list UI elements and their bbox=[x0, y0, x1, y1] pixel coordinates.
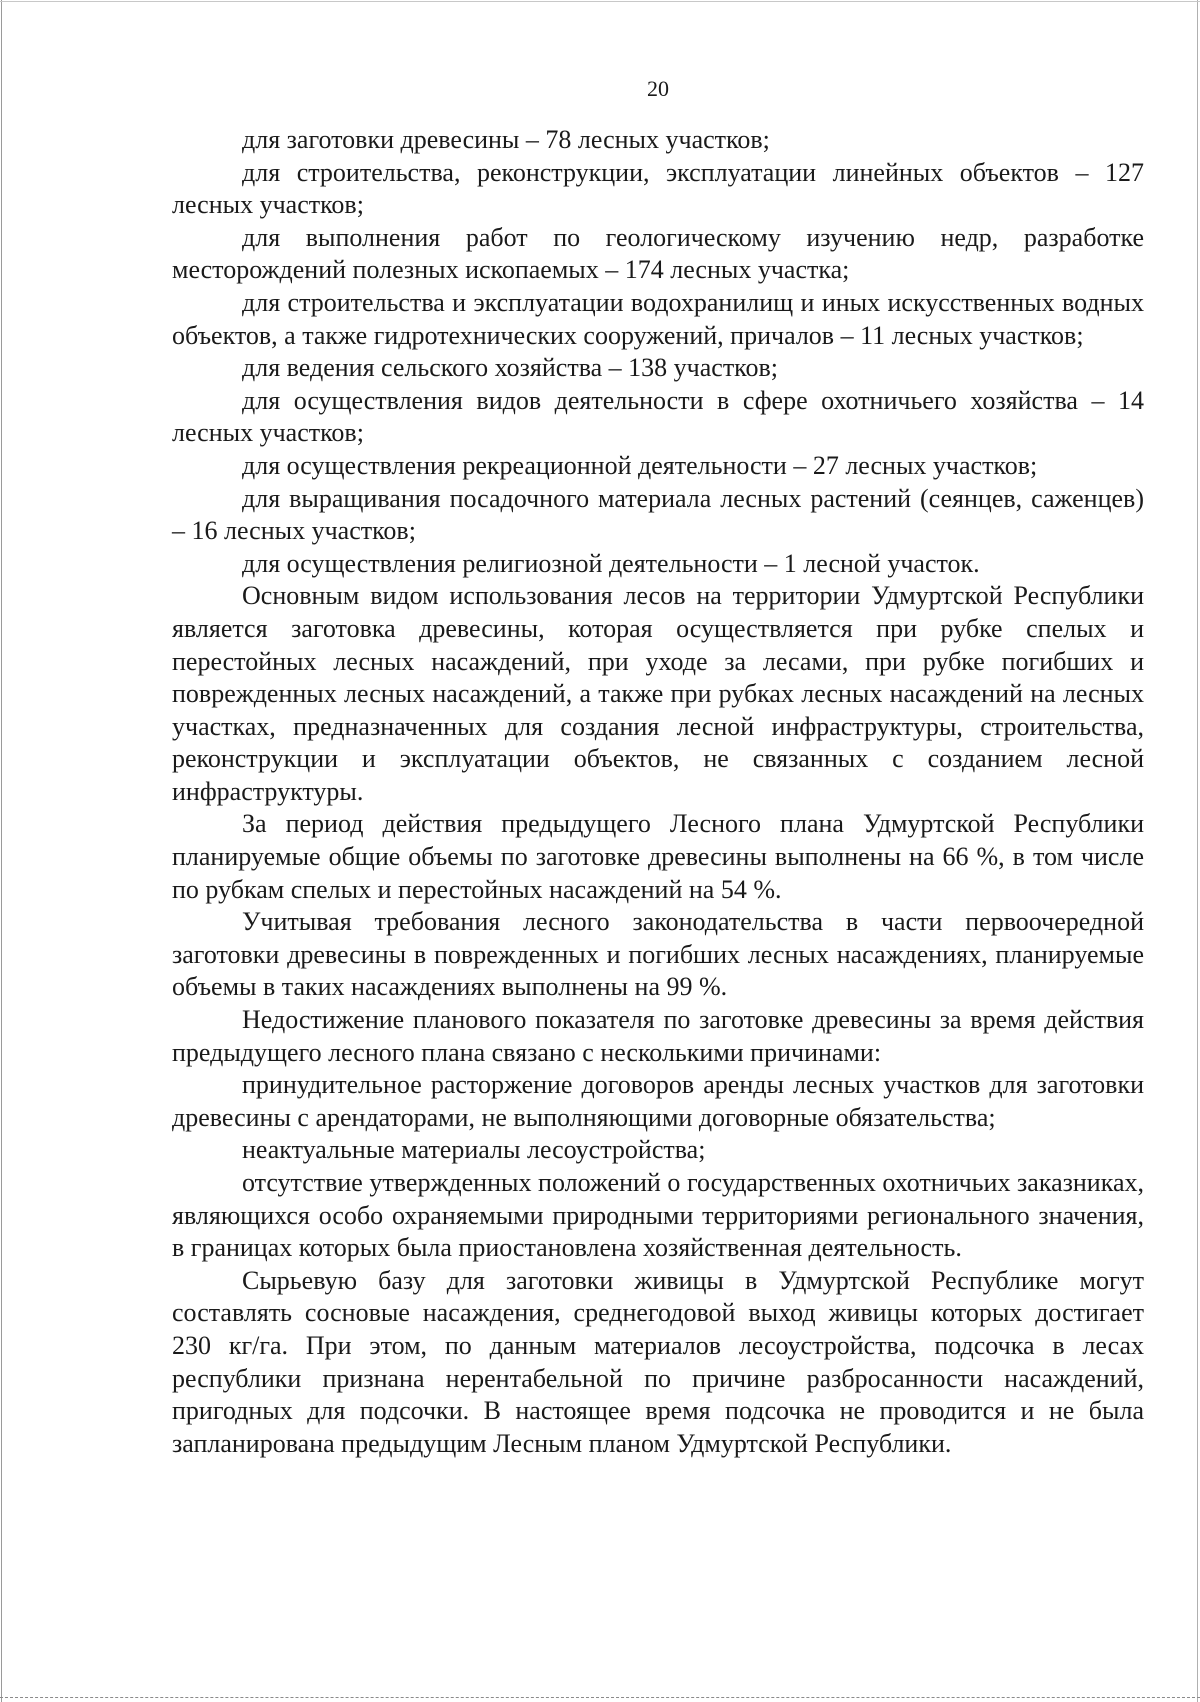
paragraph-seedlings: для выращивания посадочного материала лесных растений (сеянцев, саженцев) – 16 лесных участков; bbox=[172, 483, 1144, 546]
paragraph-plan-period: За период действия предыдущего Лесного плана Удмуртской Республики планируемые общие объемы по заготовке древесины выполнены на 66 %, в том числе по рубкам спелых и перестойных насаждений на 54 %. bbox=[172, 809, 1144, 904]
paragraph-reservoirs: для строительства и эксплуатации водохранилищ и иных искусственных водных объектов, а также гидротехнических сооружений, причалов – 11 лесных участков; bbox=[172, 287, 1144, 350]
paragraph-forest-inventory: неактуальные материалы лесоустройства; bbox=[242, 1135, 706, 1165]
page-number: 20 bbox=[647, 76, 669, 101]
paragraph-legislation: Учитывая требования лесного законодательства в части первоочередной заготовки древесины в поврежденных и погибших лесных насаждениях, планируемые объемы в таких насаждениях выполнены на 99 %. bbox=[172, 907, 1144, 1002]
paragraph-linear-objects: для строительства, реконструкции, эксплуатации линейных объектов – 127 лесных участков; bbox=[172, 157, 1144, 220]
document-body bbox=[172, 124, 1144, 1460]
scan-edge-right bbox=[1197, 0, 1198, 1702]
paragraph-religious: для осуществления религиозной деятельности – 1 лесной участок. bbox=[242, 548, 980, 578]
paragraph-agriculture: для ведения сельского хозяйства – 138 участков; bbox=[242, 353, 778, 383]
paragraph-shortfall: Недостижение планового показателя по заготовке древесины за время действия предыдущего лесного плана связано с несколькими причинами: bbox=[172, 1005, 1144, 1067]
paragraph-main-use: Основным видом использования лесов на территории Удмуртской Республики является заготовка древесины, которая осуществляется при рубке спелых и перестойных лесных насаждений, при уходе за лесами, при рубке погибших и поврежденных лесных насаждений, а также при рубках лесных насаждений на лесных участках, предназначенных для создания лесной инфраструктуры, строительства, реконструкции и эксплуатации объектов, не связанных с созданием лесной инфраструктуры. bbox=[172, 581, 1144, 806]
scan-edge-top bbox=[0, 1, 1200, 2]
scan-edge-bottom bbox=[0, 1697, 1200, 1698]
paragraph-timber-harvesting: для заготовки древесины – 78 лесных участков; bbox=[242, 125, 770, 154]
paragraph-reserves: отсутствие утвержденных положений о государственных охотничьих заказниках, являющихся особо охраняемыми природными территориями регионального значения, в границах которых была приостановлена хозяйственная деятельность. bbox=[172, 1168, 1144, 1263]
paragraph-hunting: для осуществления видов деятельности в сфере охотничьего хозяйства – 14 лесных участков; bbox=[172, 385, 1144, 448]
paragraph-resin: Сырьевую базу для заготовки живицы в Удмуртской Республике могут составлять сосновые насаждения, среднегодовой выход живицы которых достигает 230 кг/га. При этом, по данным материалов лесоустройства, подсочка в лесах республики признана нерентабельной по причине разбросанности насаждений, пригодных для подсочки. В настоящее время подсочка не проводится и не была запланирована предыдущим Лесным планом Удмуртской Республики. bbox=[172, 1265, 1144, 1458]
paragraph-recreation: для осуществления рекреационной деятельности – 27 лесных участков; bbox=[242, 450, 1038, 480]
paragraph-geology: для выполнения работ по геологическому изучению недр, разработке месторождений полезных ископаемых – 174 лесных участка; bbox=[172, 222, 1144, 285]
paragraph-lease-termination: принудительное расторжение договоров аренды лесных участков для заготовки древесины с арендаторами, не выполняющими договорные обязательства; bbox=[172, 1070, 1144, 1132]
scan-edge-left bbox=[1, 0, 2, 1702]
